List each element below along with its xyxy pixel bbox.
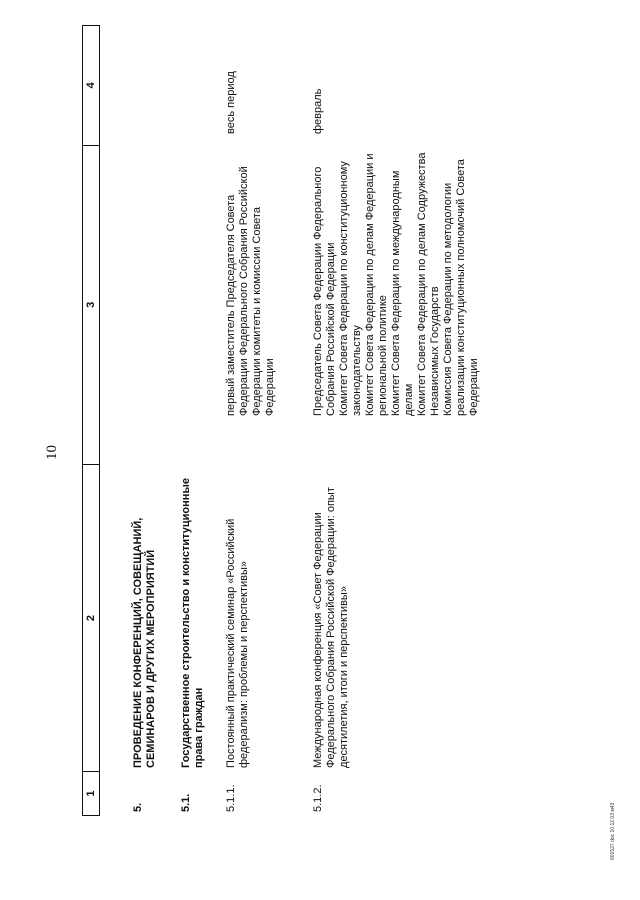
table-row bbox=[312, 24, 481, 812]
row-number: 5.1.1. bbox=[225, 784, 237, 812]
row-responsible: первый заместитель Председателя Совета Федерации Федерального Собрания Российской Федерации комитеты и комиссии Совета Федерации bbox=[225, 166, 276, 416]
footer-code: 601527.doc 10.12.03 м43 bbox=[610, 802, 616, 860]
row-date: весь период bbox=[225, 71, 237, 134]
table-row bbox=[132, 468, 158, 812]
column-header-row bbox=[82, 25, 100, 816]
column-header-1: 1 bbox=[83, 771, 99, 815]
row-title: Международная конференция «Совет Федерации Федерального Собрания Российской Федерации: опыт десятилетия, итоги и перспективы» bbox=[312, 487, 350, 768]
row-responsible: Председатель Совета Федерации Федерального Собрания Российской Федерации Комитет Совета Федерации по конституционному законодательству Комитет Совета Федерации по делам Федерации и региональной политике Комитет Совета Федерации по международным делам Комитет Совета Федерации по делам Содружества Независимых Государств Комиссия Совета Федерации по методологии реализации конституционных полномочий Совета Федерации bbox=[312, 152, 480, 416]
column-header-3: 3 bbox=[83, 145, 99, 464]
column-header-2: 2 bbox=[83, 464, 99, 771]
row-number: 5.1. bbox=[180, 793, 192, 812]
row-number: 5. bbox=[132, 802, 144, 812]
row-title: Государственное строительство и конституционные права граждан bbox=[180, 478, 205, 768]
column-header-4: 4 bbox=[85, 82, 97, 89]
table-row bbox=[225, 24, 277, 812]
row-title: ПРОВЕДЕНИЕ КОНФЕРЕНЦИЙ, СОВЕЩАНИЙ, СЕМИНАРОВ И ДРУГИХ МЕРОПРИЯТИЙ bbox=[132, 517, 157, 768]
page-number: 10 bbox=[44, 445, 60, 460]
row-title: Постоянный практический семинар «Российский федерализм: проблемы и перспективы» bbox=[225, 518, 250, 768]
row-number: 5.1.2. bbox=[312, 784, 324, 812]
row-date: февраль bbox=[312, 88, 324, 134]
table-row bbox=[180, 468, 206, 812]
